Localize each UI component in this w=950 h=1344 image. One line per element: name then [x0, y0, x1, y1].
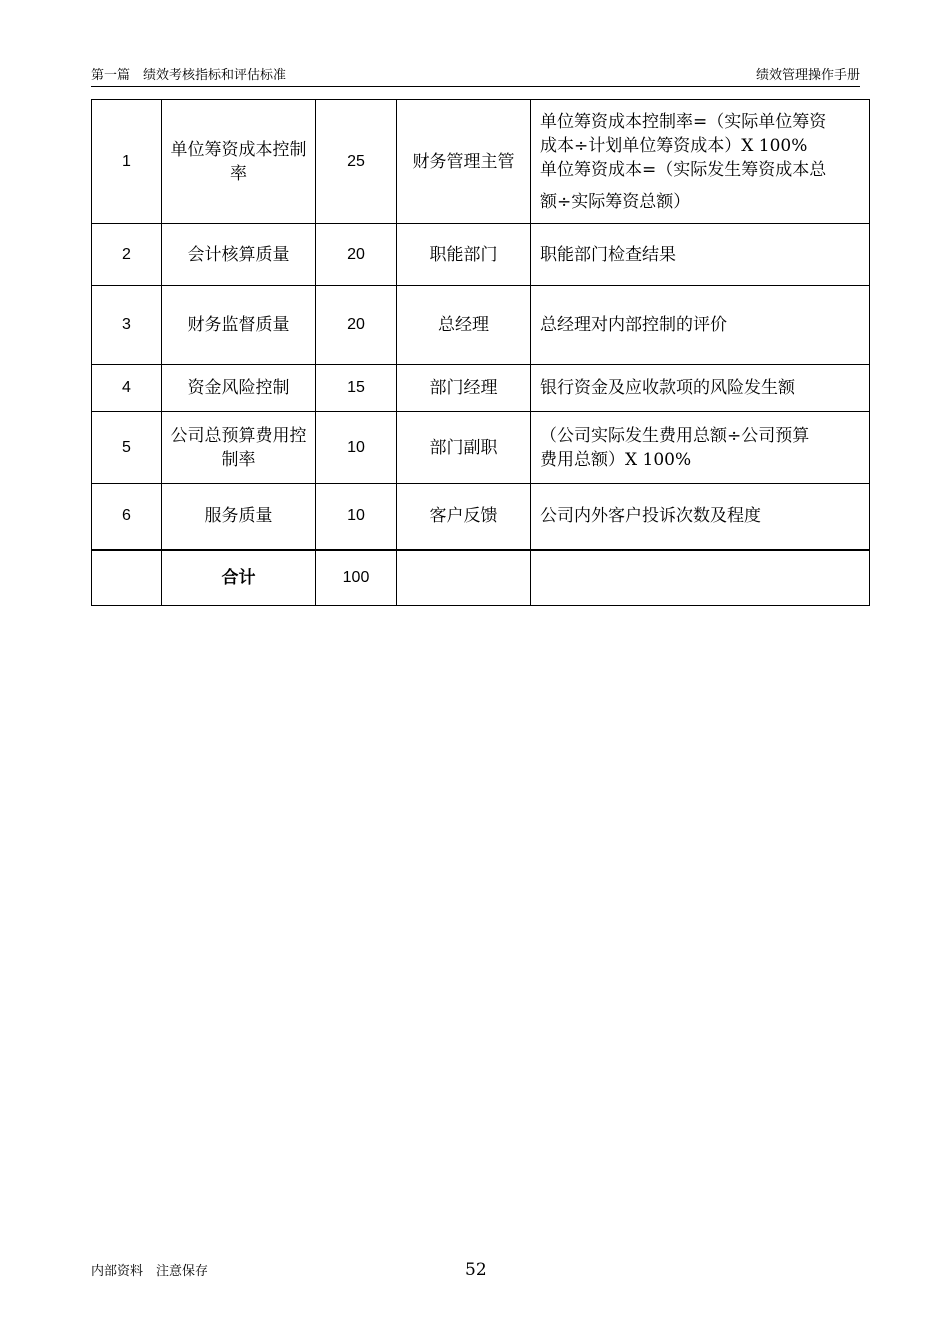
indicator-weight: 20 — [316, 224, 397, 286]
indicator-owner: 财务管理主管 — [397, 100, 531, 224]
row-number: 4 — [92, 365, 162, 412]
total-weight: 100 — [316, 550, 397, 606]
table-row — [92, 286, 870, 365]
indicator-weight: 10 — [316, 484, 397, 550]
indicator-name: 单位筹资成本控制率 — [162, 100, 316, 224]
indicator-name: 财务监督质量 — [162, 286, 316, 365]
indicator-weight: 15 — [316, 365, 397, 412]
page-header — [91, 66, 860, 87]
page-number: 52 — [465, 1260, 487, 1280]
indicator-weight: 25 — [316, 100, 397, 224]
kpi-table — [91, 99, 870, 606]
description-line: （公司实际发生费用总额÷公司预算 — [540, 425, 810, 446]
row-number: 2 — [92, 224, 162, 286]
row-number: 6 — [92, 484, 162, 550]
description-line: 费用总额）X 100% — [540, 449, 692, 470]
indicator-description — [531, 412, 870, 484]
description-line: 职能部门检查结果 — [540, 244, 676, 265]
description-line: 额÷实际筹资总额） — [540, 191, 691, 212]
indicator-weight: 10 — [316, 412, 397, 484]
indicator-owner: 部门经理 — [397, 365, 531, 412]
table-row — [92, 100, 870, 224]
indicator-description — [531, 365, 870, 412]
description-line: 总经理对内部控制的评价 — [540, 315, 727, 335]
footer-confidential-note: 内部资料 注意保存 — [91, 1264, 209, 1279]
header-manual-title: 绩效管理操作手册 — [755, 68, 860, 83]
table-row — [92, 412, 870, 484]
indicator-name: 服务质量 — [162, 484, 316, 550]
indicator-owner: 职能部门 — [397, 224, 531, 286]
description-line: 公司内外客户投诉次数及程度 — [540, 506, 761, 527]
table-row — [92, 484, 870, 550]
indicator-owner: 部门副职 — [397, 412, 531, 484]
indicator-description — [531, 224, 870, 286]
indicator-name: 公司总预算费用控制率 — [162, 412, 316, 484]
table-row — [92, 365, 870, 412]
total-empty-cell — [531, 550, 870, 606]
indicator-weight: 20 — [316, 286, 397, 365]
indicator-description — [531, 286, 870, 365]
total-row — [92, 550, 870, 606]
indicator-name: 会计核算质量 — [162, 224, 316, 286]
row-number: 5 — [92, 412, 162, 484]
total-label: 合计 — [162, 550, 316, 606]
total-empty-cell — [397, 550, 531, 606]
description-line: 成本÷计划单位筹资成本）X 100% — [540, 135, 808, 156]
table-row — [92, 224, 870, 286]
indicator-owner: 总经理 — [397, 286, 531, 365]
header-chapter-title: 第一篇 绩效考核指标和评估标准 — [91, 68, 287, 83]
row-number: 3 — [92, 286, 162, 365]
total-empty-cell — [92, 550, 162, 606]
indicator-owner: 客户反馈 — [397, 484, 531, 550]
description-line: 单位筹资成本控制率=（实际单位筹资 — [540, 111, 827, 132]
row-number: 1 — [92, 100, 162, 224]
indicator-description — [531, 100, 870, 224]
indicator-name: 资金风险控制 — [162, 365, 316, 412]
indicator-description — [531, 484, 870, 550]
description-line: 单位筹资成本=（实际发生筹资成本总 — [540, 159, 827, 180]
description-line: 银行资金及应收款项的风险发生额 — [540, 378, 795, 398]
